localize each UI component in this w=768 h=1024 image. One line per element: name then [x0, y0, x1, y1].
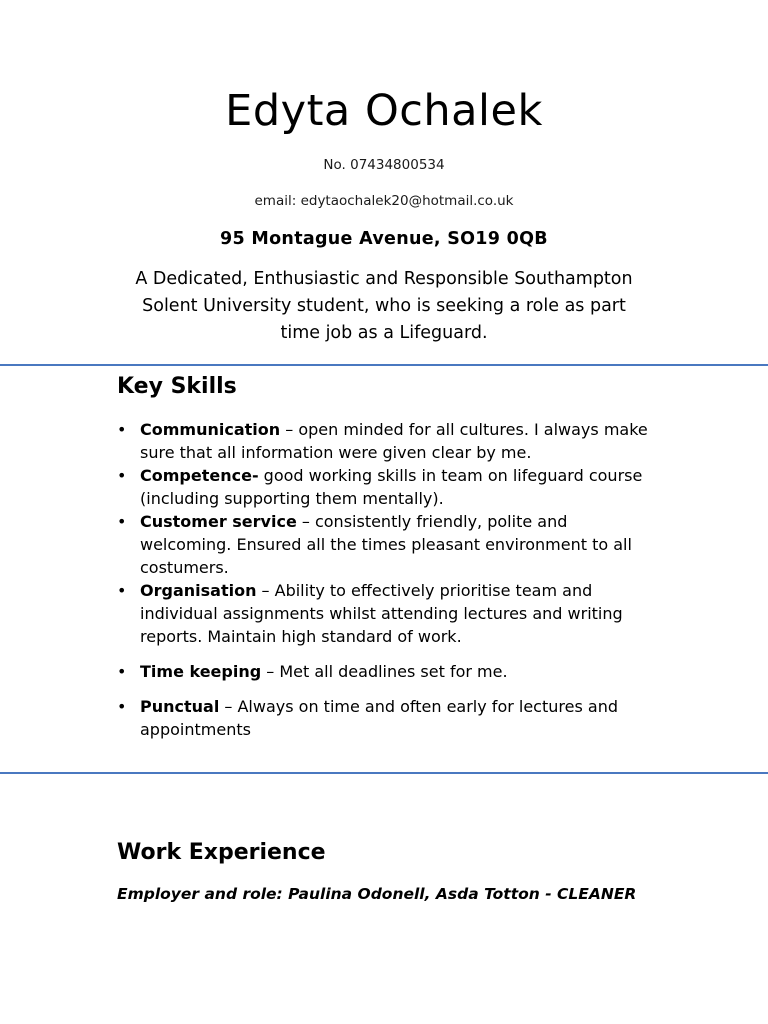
- section-divider: [0, 772, 768, 774]
- list-item: [117, 579, 657, 648]
- skill-term: Competence-: [140, 466, 259, 485]
- skill-term: Customer service: [140, 512, 297, 531]
- skill-description: – consistently friendly, polite and welcoming. Ensured all the times pleasant environment to all costumers.: [140, 512, 632, 577]
- skill-description: – Ability to effectively prioritise team and individual assignments whilst attending lectures and writing reports. Maintain high standard of work.: [140, 581, 623, 646]
- skill-term: Communication: [140, 420, 281, 439]
- skill-description: – Met all deadlines set for me.: [261, 662, 508, 681]
- postal-address: 95 Montague Avenue, SO19 0QB: [220, 229, 548, 249]
- skill-description: – open minded for all cultures. I always make sure that all information were given clear by me.: [140, 420, 648, 462]
- skill-term: Punctual: [140, 697, 220, 716]
- personal-summary: A Dedicated, Enthusiastic and Responsible Southampton Solent University student, who is seeking a role as part time job as a Lifeguard.: [135, 269, 633, 343]
- skill-description: – Always on time and often early for lectures and appointments: [140, 697, 618, 739]
- email-address: email: edytaochalek20@hotmail.co.uk: [254, 193, 514, 209]
- list-item: [117, 660, 657, 683]
- key-skills-list: [117, 418, 657, 741]
- key-skills-heading: Key Skills: [117, 374, 237, 399]
- phone-number: No. 07434800534: [323, 157, 445, 173]
- list-item: [117, 418, 657, 464]
- list-item: [117, 695, 657, 741]
- skill-term: Time keeping: [140, 662, 262, 681]
- skill-term: Organisation: [140, 581, 257, 600]
- section-divider: [0, 364, 768, 366]
- employer-and-role: Employer and role: Paulina Odonell, Asda Totton - CLEANER: [117, 885, 637, 903]
- work-experience-heading: Work Experience: [117, 840, 326, 865]
- list-item: [117, 510, 657, 579]
- skill-description: good working skills in team on lifeguard course (including supporting them mentally).: [140, 466, 643, 508]
- list-item: [117, 464, 657, 510]
- candidate-name: Edyta Ochalek: [225, 86, 543, 136]
